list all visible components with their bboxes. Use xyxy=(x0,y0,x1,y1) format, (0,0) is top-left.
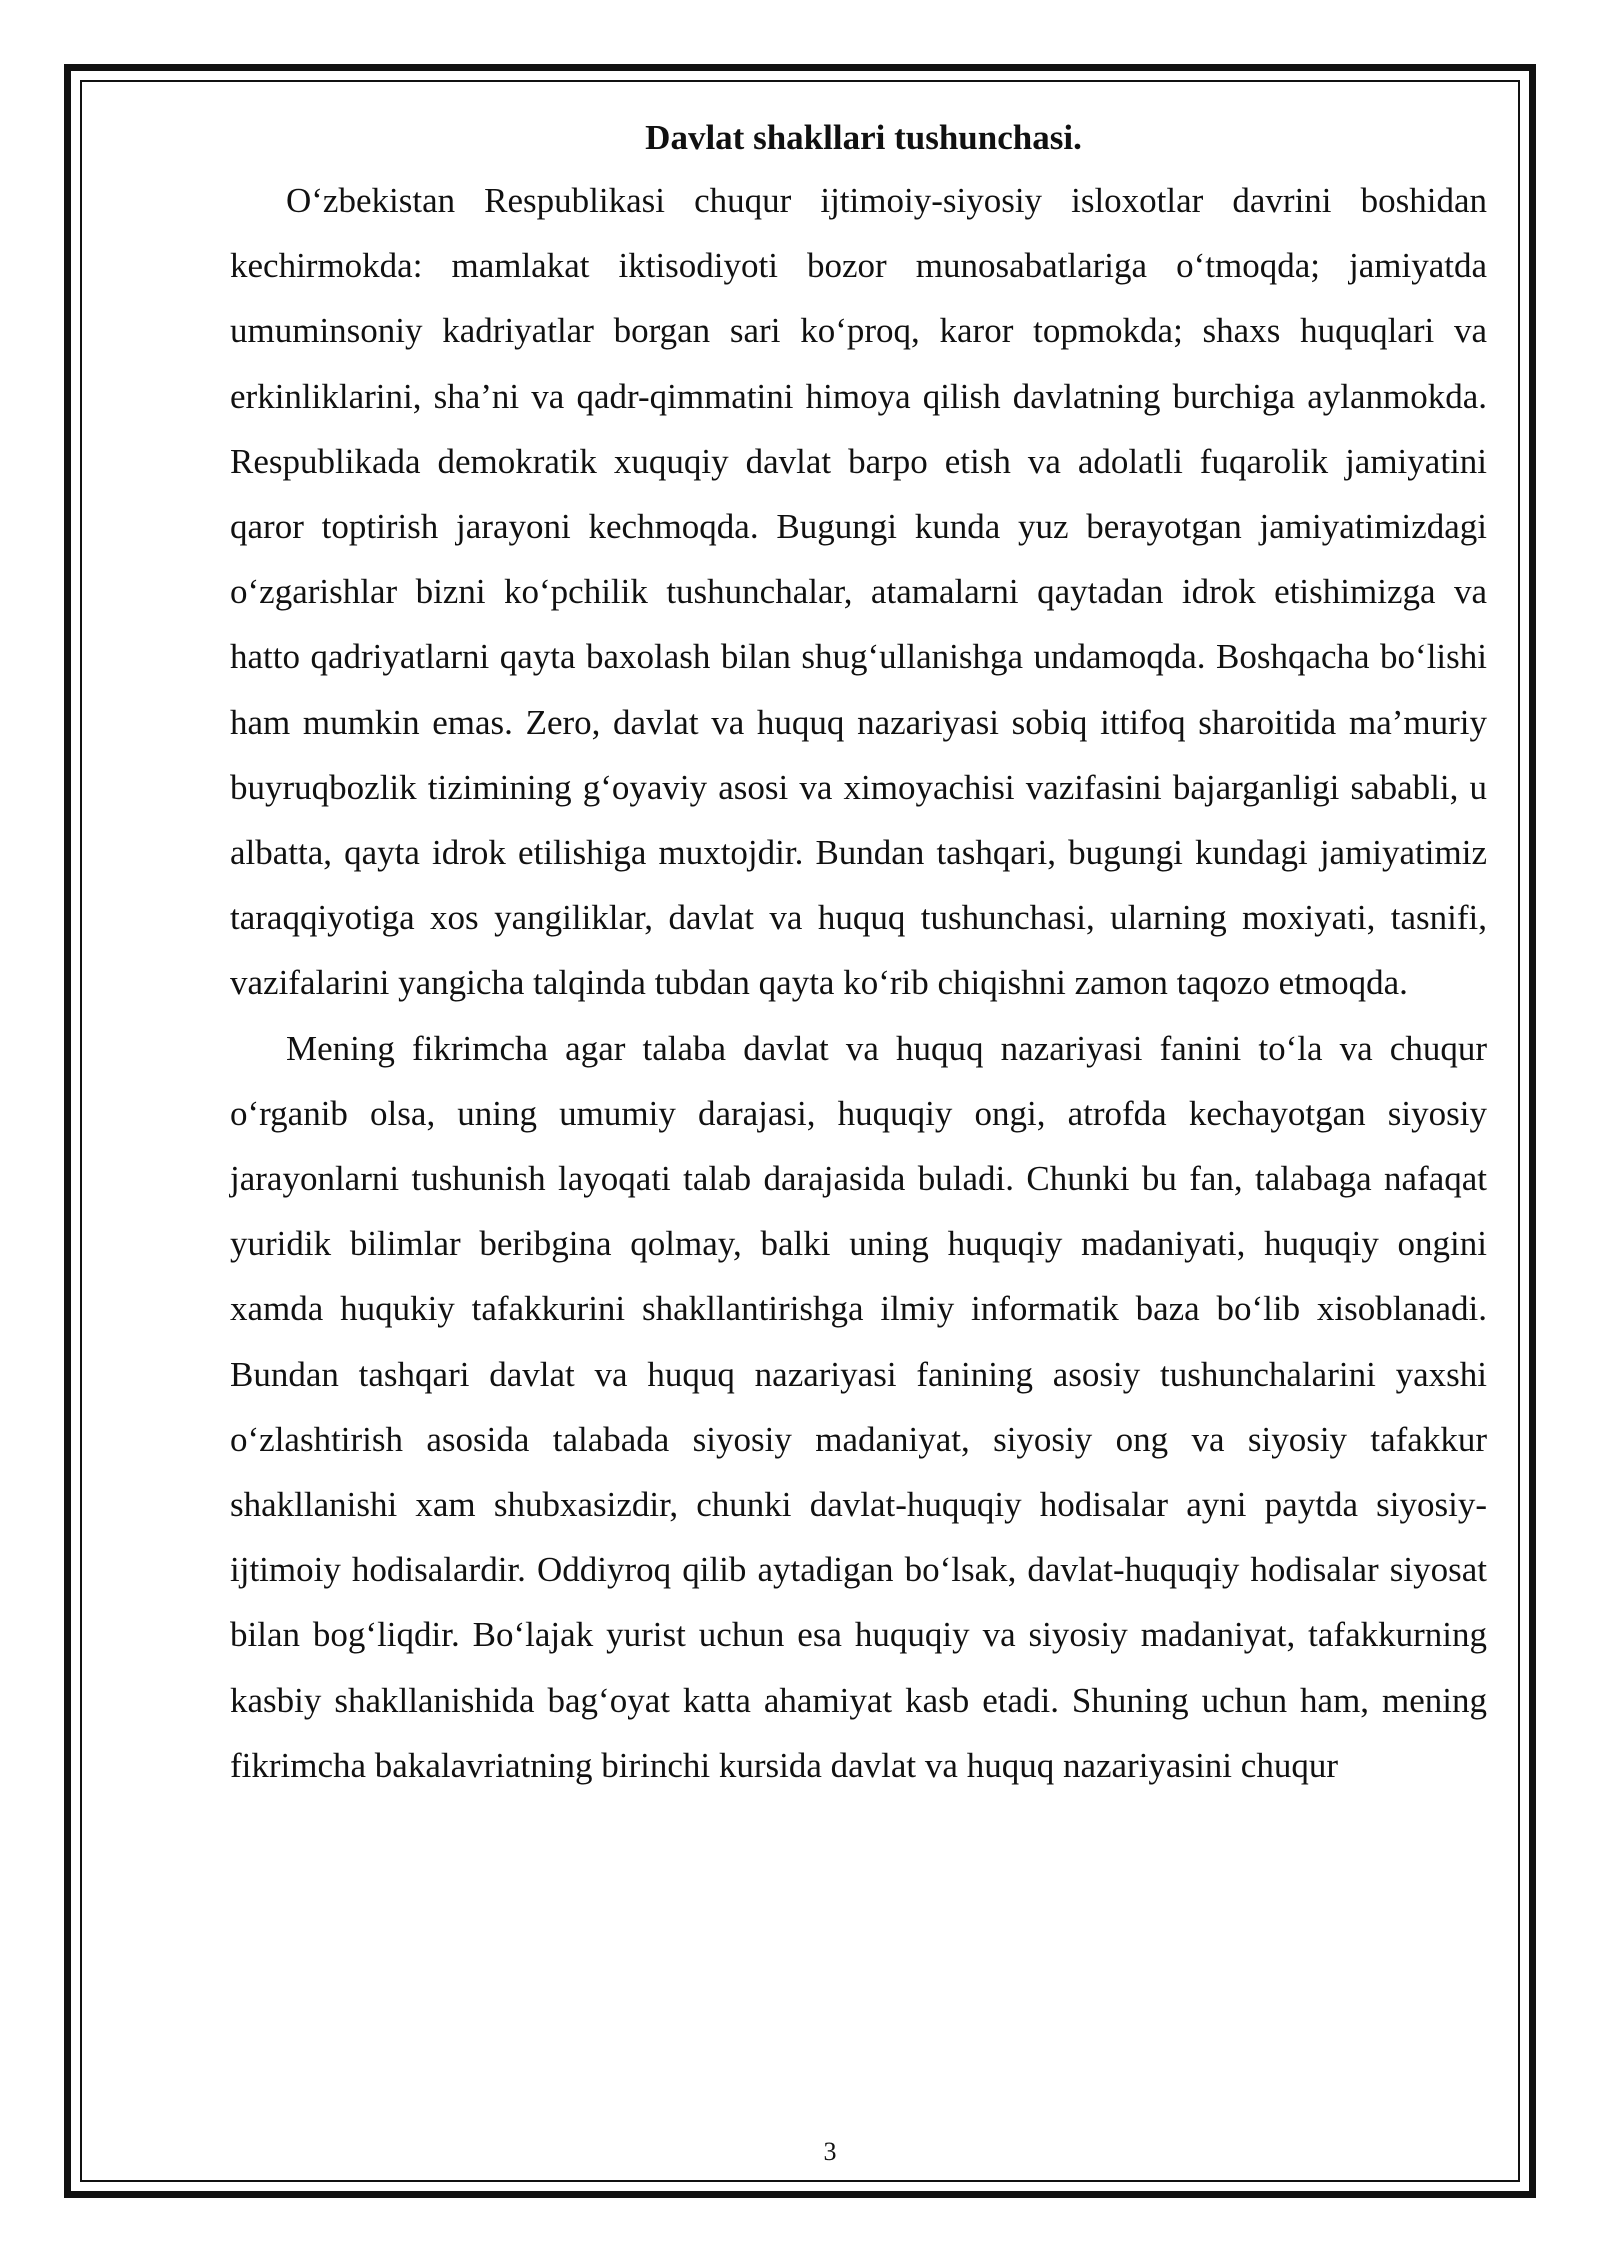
paragraph-2: Mening fikrimcha agar talaba davlat va huquq nazariyasi fanini to‘la va chuqur o‘rganib olsa, uning umumiy darajasi, huquqiy ongi, atrofda kechayotgan siyosiy jarayonlarni tushunish layoqati talab darajasida buladi. Chunki bu fan, talabaga nafaqat yuridik bilimlar beribgina qolmay, balki uning huquqiy madaniyati, huquqiy ongini xamda huqukiy tafakkurini shakllantirishga ilmiy informatik baza bo‘lib xisoblanadi. Bundan tashqari davlat va huquq nazariyasi fanining asosiy tushunchalarini yaxshi o‘zlashtirish asosida talabada siyosiy madaniyat, siyosiy ong va siyosiy tafakkur shakllanishi xam shubxasizdir, chunki davlat-huquqiy hodisalar ayni paytda siyosiy-ijtimoiy hodisalardir. Oddiyroq qilib aytadigan bo‘lsak, davlat-huquqiy hodisalar siyosat bilan bog‘liqdir. Bo‘lajak yurist uchun esa huquqiy va siyosiy madaniyat, tafakkurning kasbiy shakllanishida bag‘oyat katta ahamiyat kasb etadi. Shuning uchun ham, mening fikrimcha bakalavriatning birinchi kursida davlat va huquq nazariyasini chuqur xyxy=(230,1028,1487,1785)
document-title: Davlat shakllari tushunchasi. xyxy=(645,118,1082,157)
page-number: 3 xyxy=(823,2137,837,2166)
document-body xyxy=(230,108,1487,1798)
paragraph-1: O‘zbekistan Respublikasi chuqur ijtimoiy-siyosiy isloxotlar davrini boshidan kechirmokda: mamlakat iktisodiyoti bozor munosabatlariga o‘tmoqda; jamiyatda umuminsoniy kadriyatlar borgan sari ko‘proq, karor topmokda; shaxs huquqlari va erkinliklarini, sha’ni va qadr-qimmatini himoya qilish davlatning burchiga aylanmokda. Respublikada demokratik xuquqiy davlat barpo etish va adolatli fuqarolik jamiyatini qaror toptirish jarayoni kechmoqda. Bugungi kunda yuz berayotgan jamiyatimizdagi o‘zgarishlar bizni ko‘pchilik tushunchalar, atamalarni qaytadan idrok etishimizga va hatto qadriyatlarni qayta baxolash bilan shug‘ullanishga undamoqda. Boshqacha bo‘lishi ham mumkin emas. Zero, davlat va huquq nazariyasi sobiq ittifoq sharoitida ma’muriy buyruqbozlik tizimining g‘oyaviy asosi va ximoyachisi vazifasini bajarganligi sababli, u albatta, qayta idrok etilishiga muxtojdir. Bundan tashqari, bugungi kundagi jamiyatimiz taraqqiyotiga xos yangiliklar, davlat va huquq tushunchasi, ularning moxiyati, tasnifi, vazifalarini yangicha talqinda tubdan qayta ko‘rib chiqishni zamon taqozo etmoqda. xyxy=(230,181,1487,1003)
